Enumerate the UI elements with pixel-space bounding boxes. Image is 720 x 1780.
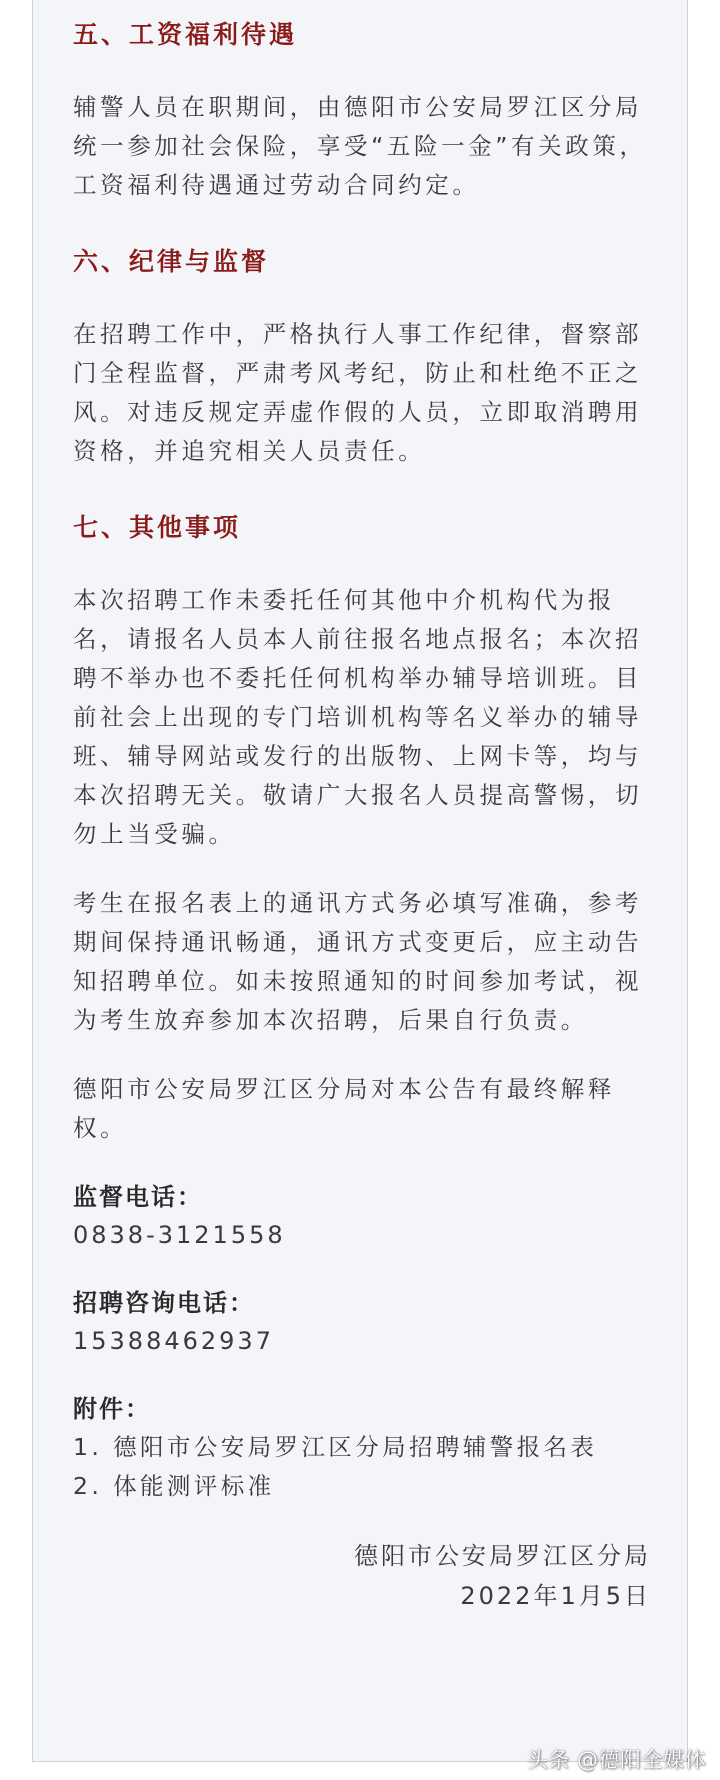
signature-org: 德阳市公安局罗江区分局 xyxy=(354,1542,651,1570)
consult-phone-label: 招聘咨询电话： xyxy=(73,1289,255,1317)
attachment-item: 2. 体能测评标准 xyxy=(73,1472,275,1500)
section-heading-salary: 五、工资福利待遇 xyxy=(73,20,298,49)
section-paragraph: 辅警人员在职期间，由德阳市公安局罗江区分局统一参加社会保险，享受“五险一金”有关政策，工资福利待遇通过劳动合同约定。 xyxy=(73,93,647,199)
attachments-label: 附件： xyxy=(73,1395,151,1423)
section-heading-discipline: 六、纪律与监督 xyxy=(73,247,270,276)
consult-phone-number: 15388462937 xyxy=(73,1327,274,1355)
supervision-phone-number: 0838-3121558 xyxy=(73,1221,286,1249)
section-paragraph: 考生在报名表上的通讯方式务必填写准确，参考期间保持通讯畅通，通讯方式变更后，应主动告知招聘单位。如未按照通知的时间参加考试，视为考生放弃参加本次招聘，后果自行负责。 xyxy=(73,889,643,1034)
section-paragraph: 德阳市公安局罗江区分局对本公告有最终解释权。 xyxy=(73,1075,615,1142)
source-watermark: 头条 @德阳全媒体 xyxy=(526,1748,706,1772)
article-card xyxy=(32,0,688,1762)
section-paragraph: 在招聘工作中，严格执行人事工作纪律，督察部门全程监督，严肃考风考纪，防止和杜绝不正之风。对违反规定弄虚作假的人员，立即取消聘用资格，并追究相关人员责任。 xyxy=(73,320,643,465)
section-heading-other: 七、其他事项 xyxy=(73,513,242,542)
signature-date: 2022年1月5日 xyxy=(460,1582,651,1610)
attachment-item: 1. 德阳市公安局罗江区分局招聘辅警报名表 xyxy=(73,1433,598,1461)
section-paragraph: 本次招聘工作未委托任何其他中介机构代为报名，请报名人员本人前往报名地点报名；本次招聘不举办也不委托任何机构举办辅导培训班。目前社会上出现的专门培训机构等名义举办的辅导班、辅导网站或发行的出版物、上网卡等，均与本次招聘无关。敬请广大报名人员提高警惕，切勿上当受骗。 xyxy=(73,586,643,848)
supervision-phone-label: 监督电话： xyxy=(73,1183,203,1211)
article-content xyxy=(73,16,651,1616)
